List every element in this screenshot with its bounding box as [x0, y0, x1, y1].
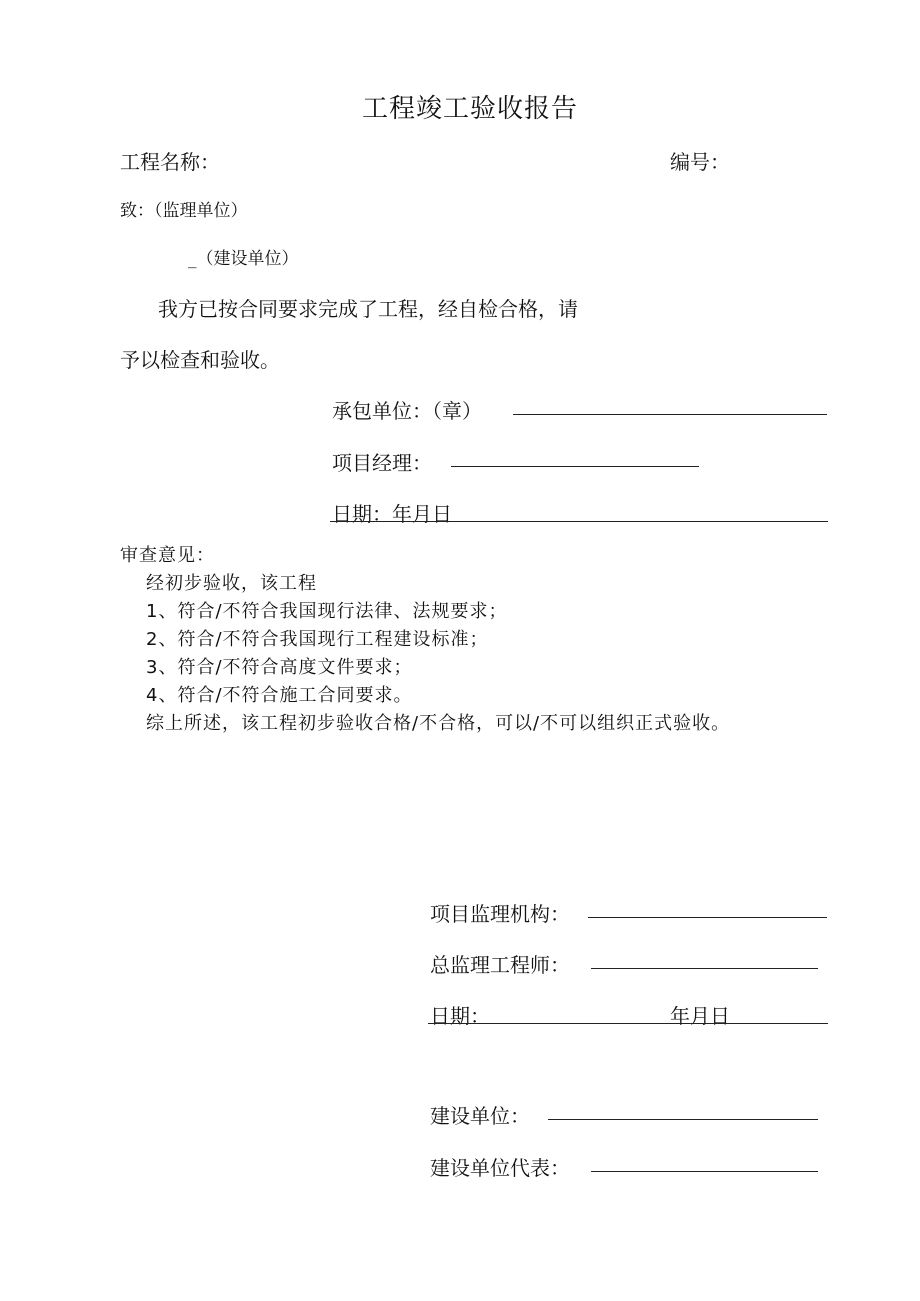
statement-line-2: 予以检查和验收。	[120, 348, 280, 372]
number-label: 编号：	[670, 150, 730, 174]
page-title: 工程竣工验收报告	[362, 94, 579, 124]
client-unit-label: 建设单位：	[430, 1104, 530, 1128]
contractor-date-label: 日期：年月日	[332, 502, 452, 526]
client-rep-label: 建设单位代表：	[430, 1156, 570, 1180]
review-heading: 审查意见：	[120, 545, 215, 566]
review-item-4: 4、符合/不符合施工合同要求。	[146, 685, 413, 706]
supervision-org-signature-line	[588, 917, 827, 918]
project-manager-label: 项目经理：	[332, 451, 432, 475]
contractor-unit-label: 承包单位：（章）	[332, 399, 482, 423]
review-conclusion: 综上所述，该工程初步验收合格/不合格，可以/不可以组织正式验收。	[146, 713, 731, 734]
review-item-1: 1、符合/不符合我国现行法律、法规要求；	[146, 601, 508, 622]
to-client-unit: _（建设单位）	[188, 249, 299, 269]
supervision-org-label: 项目监理机构：	[430, 902, 570, 926]
contractor-date-line	[330, 521, 828, 522]
statement-line-1: 我方已按合同要求完成了工程，经自检合格，请	[158, 297, 578, 321]
chief-engineer-label: 总监理工程师：	[430, 953, 570, 977]
client-rep-signature-line	[591, 1171, 818, 1172]
review-item-3: 3、符合/不符合高度文件要求；	[146, 657, 413, 678]
review-intro: 经初步验收，该工程	[146, 573, 317, 594]
supervision-date-label: 日期：	[430, 1004, 490, 1028]
supervision-date-value: 年月日	[670, 1004, 730, 1028]
project-name-label: 工程名称：	[120, 150, 220, 174]
to-supervision-unit: 致：（监理单位）	[120, 201, 248, 221]
contractor-unit-signature-line	[513, 414, 827, 415]
client-unit-signature-line	[548, 1119, 818, 1120]
chief-engineer-signature-line	[591, 968, 818, 969]
supervision-date-line	[428, 1023, 828, 1024]
project-manager-signature-line	[451, 466, 699, 467]
review-item-2: 2、符合/不符合我国现行工程建设标准；	[146, 629, 489, 650]
